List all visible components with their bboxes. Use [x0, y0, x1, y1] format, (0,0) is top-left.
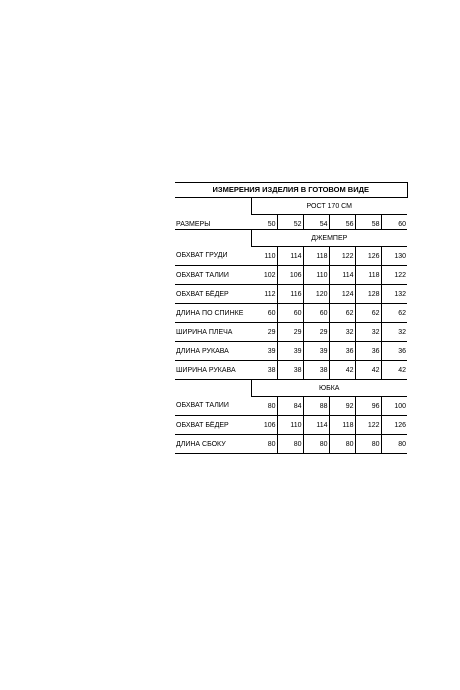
measurement-value: 80	[381, 435, 407, 454]
size-header: 54	[303, 215, 329, 230]
measurement-value: 118	[329, 416, 355, 435]
table-row	[175, 266, 407, 285]
measurement-label: ДЛИНА СБОКУ	[175, 435, 251, 454]
measurement-value: 80	[277, 435, 303, 454]
table-row	[175, 416, 407, 435]
measurement-value: 106	[277, 266, 303, 285]
size-header: 50	[251, 215, 277, 230]
measurement-label: ОБХВАТ ТАЛИИ	[175, 266, 251, 285]
table-row	[175, 342, 407, 361]
measurement-value: 80	[329, 435, 355, 454]
measurement-value: 88	[303, 397, 329, 416]
section-title: ДЖЕМПЕР	[251, 230, 407, 247]
measurement-value: 112	[251, 285, 277, 304]
size-header: 52	[277, 215, 303, 230]
measurement-label: ШИРИНА ПЛЕЧА	[175, 323, 251, 342]
measurement-value: 42	[381, 361, 407, 380]
measurement-value: 36	[355, 342, 381, 361]
measurement-value: 100	[381, 397, 407, 416]
measurement-value: 32	[355, 323, 381, 342]
measurement-value: 29	[277, 323, 303, 342]
measurement-value: 84	[277, 397, 303, 416]
measurement-value: 39	[303, 342, 329, 361]
measurement-value: 62	[381, 304, 407, 323]
measurement-label: ДЛИНА РУКАВА	[175, 342, 251, 361]
measurement-value: 36	[381, 342, 407, 361]
measurement-value: 36	[329, 342, 355, 361]
section-blank-cell	[175, 380, 251, 397]
size-header: 60	[381, 215, 407, 230]
measurement-value: 114	[329, 266, 355, 285]
measurement-value: 60	[251, 304, 277, 323]
measurement-value: 32	[329, 323, 355, 342]
measurement-value: 114	[303, 416, 329, 435]
measurement-value: 92	[329, 397, 355, 416]
section-title: ЮБКА	[251, 380, 407, 397]
measurement-value: 80	[251, 435, 277, 454]
measurement-value: 39	[251, 342, 277, 361]
table-title: ИЗМЕРЕНИЯ ИЗДЕЛИЯ В ГОТОВОМ ВИДЕ	[175, 183, 407, 198]
measurement-value: 38	[251, 361, 277, 380]
table-row	[175, 435, 407, 454]
size-header: 58	[355, 215, 381, 230]
table-row	[175, 397, 407, 416]
measurement-value: 122	[381, 266, 407, 285]
table-row	[175, 285, 407, 304]
size-header: 56	[329, 215, 355, 230]
table-row	[175, 323, 407, 342]
measurement-value: 60	[277, 304, 303, 323]
measurement-value: 120	[303, 285, 329, 304]
measurement-value: 42	[329, 361, 355, 380]
measurement-value: 102	[251, 266, 277, 285]
table-row	[175, 304, 407, 323]
measurement-value: 110	[277, 416, 303, 435]
measurement-value: 29	[303, 323, 329, 342]
section-blank-cell	[175, 230, 251, 247]
measurement-value: 38	[303, 361, 329, 380]
measurement-value: 96	[355, 397, 381, 416]
measurements-table	[175, 182, 408, 454]
measurement-value: 42	[355, 361, 381, 380]
measurement-value: 126	[355, 247, 381, 266]
measurement-value: 118	[303, 247, 329, 266]
table-row	[175, 361, 407, 380]
measurement-value: 62	[329, 304, 355, 323]
measurement-value: 128	[355, 285, 381, 304]
measurement-value: 60	[303, 304, 329, 323]
height-label: РОСТ 170 СМ	[251, 198, 407, 215]
measurement-value: 80	[303, 435, 329, 454]
measurement-value: 38	[277, 361, 303, 380]
measurement-value: 114	[277, 247, 303, 266]
measurement-value: 124	[329, 285, 355, 304]
measurement-value: 118	[355, 266, 381, 285]
measurement-value: 106	[251, 416, 277, 435]
measurement-value: 110	[303, 266, 329, 285]
header-blank-cell	[175, 198, 251, 215]
measurement-value: 126	[381, 416, 407, 435]
measurement-value: 80	[251, 397, 277, 416]
measurement-value: 122	[355, 416, 381, 435]
measurement-value: 32	[381, 323, 407, 342]
measurement-value: 29	[251, 323, 277, 342]
measurement-value: 80	[355, 435, 381, 454]
sizes-label: РАЗМЕРЫ	[175, 215, 251, 230]
measurement-value: 122	[329, 247, 355, 266]
measurement-label: ОБХВАТ БЁДЕР	[175, 285, 251, 304]
measurement-label: ДЛИНА ПО СПИНКЕ	[175, 304, 251, 323]
measurements-document	[175, 182, 407, 454]
measurement-label: ОБХВАТ ТАЛИИ	[175, 397, 251, 416]
measurement-value: 62	[355, 304, 381, 323]
measurement-value: 130	[381, 247, 407, 266]
measurement-value: 116	[277, 285, 303, 304]
measurement-value: 110	[251, 247, 277, 266]
measurement-value: 132	[381, 285, 407, 304]
measurement-value: 39	[277, 342, 303, 361]
table-row	[175, 247, 407, 266]
measurement-label: ОБХВАТ БЁДЕР	[175, 416, 251, 435]
measurement-label: ОБХВАТ ГРУДИ	[175, 247, 251, 266]
measurement-label: ШИРИНА РУКАВА	[175, 361, 251, 380]
